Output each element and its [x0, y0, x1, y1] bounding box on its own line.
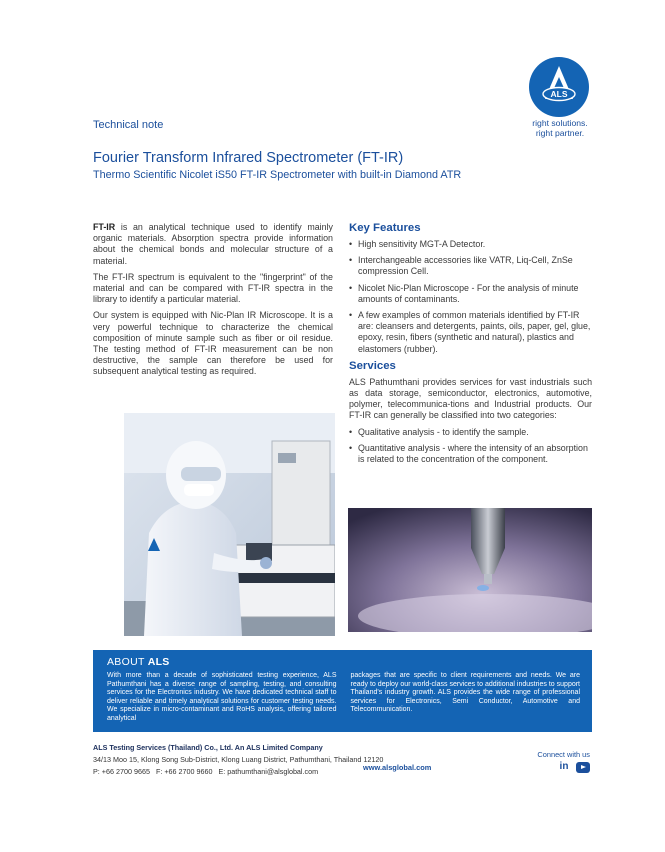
youtube-icon[interactable] — [576, 762, 590, 773]
about-title — [107, 656, 580, 668]
fax-number: F: +66 2700 9660 — [155, 767, 213, 776]
ftir-term: FT-IR — [93, 222, 116, 232]
key-features-heading: Key Features — [349, 222, 421, 234]
about-column-1: With more than a decade of sophisticated testing experience, ALS Pathumthani has a diverse range of sampling, testing, and consulting services for the Electronics industry. We have dedicated technical staff to deliver reliable and timely analytical solutions for customer testing needs. We specialize in micro-contaminant and RoHS analysis, offering tailored analytical — [107, 672, 337, 722]
email-address[interactable]: E: pathumthani@alsglobal.com — [218, 767, 319, 776]
feature-item: • Interchangeable accessories like VATR, Liq-Cell, ZnSe compression Cell. — [349, 255, 592, 277]
services-text: ALS Pathumthani provides services for vast industrials such as data storage, semiconductor, electronics, automotive, polymer, telecommunica-tions and Industrial products. Our FT-IR can generally be classified into two categories: — [349, 376, 592, 421]
svg-text:ALS: ALS — [550, 89, 568, 99]
features-section — [349, 222, 592, 470]
page-subtitle: Thermo Scientific Nicolet iS50 FT-IR Spectrometer with built-in Diamond ATR — [93, 169, 462, 181]
key-features-list — [349, 239, 592, 355]
als-logo — [529, 57, 589, 117]
connect-label: Connect with us — [537, 750, 590, 759]
company-address: 34/13 Moo 15, Klong Song Sub-District, Klong Luang District, Pathumthani, Thailand 12120 — [93, 755, 384, 764]
contact-line — [93, 767, 592, 776]
about-column-2: packages that are specific to client requirements and needs. We are ready to deploy our world-class services to additional industries to support Thailand's industry growth. ALS provides the wide range of professional services for Electronics, Semi Conductor, Automotive and Telecommunication. — [350, 672, 580, 714]
intro-paragraph-1-text: is an analytical technique used to identify mainly organic materials. Absorption spectra provide information about the chemical bonds and molecular structure of a material. — [93, 222, 333, 266]
company-name: ALS Testing Services (Thailand) Co., Ltd. An ALS Limited Company — [93, 743, 323, 752]
about-columns — [107, 672, 580, 724]
feature-item: • A few examples of common materials identified by FT-IR are: cleansers and detergents, paints, oils, paper, gel, glue, epoxy, resin, fibers (synthetic and natural), plastics and elastomers (rubber). — [349, 310, 592, 355]
social-links — [558, 761, 590, 773]
tagline-line-1: right solutions. — [532, 118, 588, 128]
intro-paragraph-1 — [93, 222, 333, 267]
intro-section — [93, 222, 333, 383]
service-item: • Quantitative analysis - where the intensity of an absorption is related to the concentration of the component. — [349, 443, 592, 465]
feature-item: • Nicolet Nic-Plan Microscope - For the analysis of minute amounts of contaminants. — [349, 283, 592, 305]
about-title-brand: ALS — [147, 656, 170, 668]
services-list — [349, 427, 592, 466]
intro-paragraph-2: The FT-IR spectrum is equivalent to the "fingerprint" of the material and can be compared with FT-IR spectra in the library to identify a particular material. — [93, 271, 333, 305]
diamond-atr-photo — [348, 508, 592, 632]
page-title: Fourier Transform Infrared Spectrometer (FT-IR) — [93, 150, 404, 166]
feature-item: • High sensitivity MGT-A Detector. — [349, 239, 592, 250]
tagline-line-2: right partner. — [535, 128, 585, 138]
technical-note-label: Technical note — [93, 119, 164, 131]
about-title-prefix: ABOUT — [107, 656, 148, 668]
als-logo-mark — [529, 57, 589, 117]
intro-paragraph-3: Our system is equipped with Nic-Plan IR Microscope. It is a very powerful technique to characterize the chemical composition of minute sample such as fiber or oil residue. The testing method of FT-IR measurement can be non destructive, the sample can therefore be used for subsequent analytical testing as required. — [93, 310, 333, 377]
website-link[interactable]: www.alsglobal.com — [363, 763, 432, 772]
brand-tagline — [520, 118, 600, 138]
linkedin-icon[interactable]: in — [559, 761, 569, 772]
footer — [93, 743, 592, 776]
service-item: • Qualitative analysis - to identify the sample. — [349, 427, 592, 438]
lab-technician-photo — [124, 413, 335, 636]
services-heading: Services — [349, 359, 396, 372]
phone-number: P: +66 2700 9665 — [93, 767, 150, 776]
about-als-box — [93, 650, 592, 732]
